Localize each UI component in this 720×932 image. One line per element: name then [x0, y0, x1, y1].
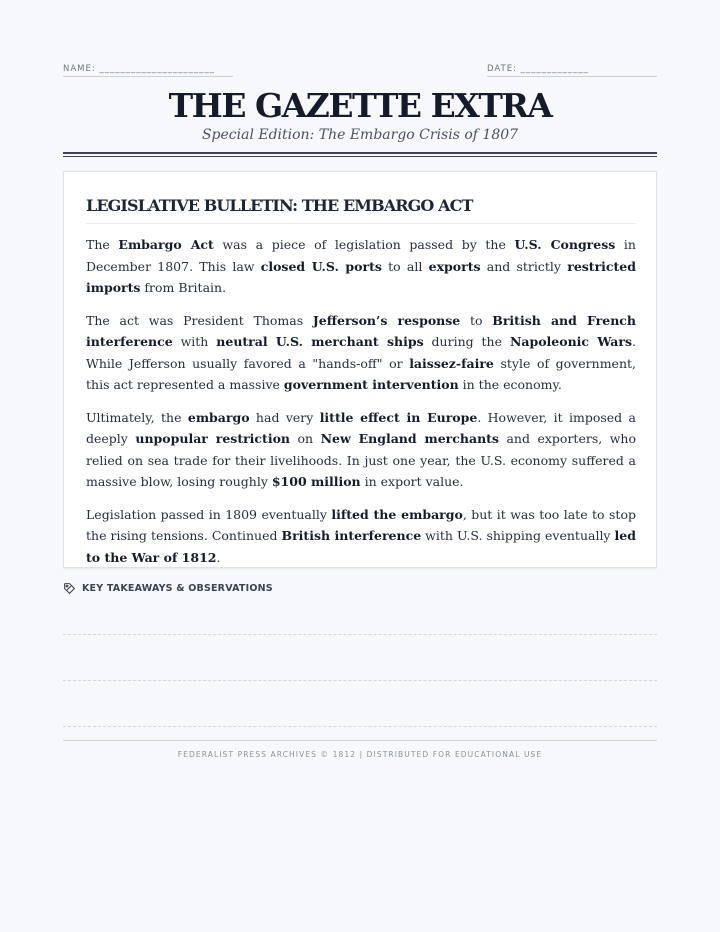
text-run: Legislation passed in 1809 eventually — [86, 506, 332, 522]
text-run: from Britain. — [140, 280, 227, 295]
key-term: Embargo Act — [118, 237, 214, 252]
name-field[interactable]: NAME: ______________________ — [63, 64, 233, 77]
text-run: on — [290, 431, 321, 446]
text-run: style of government, this act represented a massive — [86, 355, 636, 392]
text-run: in export value. — [360, 474, 464, 489]
key-term: lifted the embargo — [331, 506, 463, 522]
text-run: The act was President Thomas — [86, 312, 313, 328]
takeaways-heading-row — [63, 582, 657, 595]
bulletin-heading: LEGISLATIVE BULLETIN: THE EMBARGO ACT — [86, 196, 636, 224]
key-term: New England merchants — [320, 431, 499, 446]
masthead-rule-thick — [63, 152, 657, 154]
text-run: Ultimately, the — [86, 409, 188, 425]
key-term: unpopular restriction — [135, 431, 290, 446]
date-field[interactable]: DATE: _____________ — [487, 64, 657, 77]
masthead-rule-thin — [63, 156, 657, 157]
key-term: little effect in Europe — [319, 409, 478, 425]
tag-icon — [63, 582, 76, 595]
answer-line-1[interactable] — [63, 634, 657, 635]
key-term: British and French interference — [86, 312, 636, 349]
header-fields — [63, 64, 657, 78]
page-subtitle: Special Edition: The Embargo Crisis of 1807 — [201, 127, 519, 143]
key-term: laissez-faire — [409, 355, 494, 371]
text-run: and exporters, who relied on sea trade for their livelihoods. In just one year, the U.S. economy suffered a massive blow, losing roughly — [86, 431, 636, 489]
text-run: . However, it imposed a deeply — [86, 409, 637, 446]
footer: FEDERALIST PRESS ARCHIVES © 1812 | DISTRIBUTED FOR EDUCATIONAL USE — [63, 740, 657, 759]
key-term: exports — [428, 258, 481, 274]
key-term: closed U.S. ports — [260, 258, 382, 274]
text-run: . — [216, 549, 221, 565]
bulletin-paragraph — [86, 504, 636, 569]
text-run: during the — [423, 334, 510, 349]
bulletin-paragraph — [86, 310, 636, 396]
key-term: Jefferson’s response — [312, 312, 461, 328]
takeaways-heading: KEY TAKEAWAYS & OBSERVATIONS — [82, 583, 273, 594]
key-term: British interference — [281, 528, 422, 543]
text-run: with — [172, 334, 217, 349]
text-run: and strictly — [480, 258, 568, 274]
key-term: Napoleonic Wars — [509, 334, 632, 349]
text-run: was a piece of legislation passed by the — [213, 237, 515, 252]
key-term: U.S. Congress — [514, 237, 616, 252]
masthead — [63, 86, 657, 143]
key-term: embargo — [187, 409, 250, 425]
bulletin-card — [63, 171, 657, 568]
key-term: $100 million — [271, 474, 361, 489]
text-run: to all — [381, 258, 429, 274]
key-term: neutral U.S. merchant ships — [216, 334, 424, 349]
answer-line-2[interactable] — [63, 680, 657, 681]
key-term: led to the War of 1812 — [86, 528, 636, 565]
page-title: THE GAZETTE EXTRA — [168, 86, 552, 125]
bulletin-paragraph — [86, 234, 636, 299]
key-term: restricted imports — [86, 258, 636, 295]
answer-line-3[interactable] — [63, 726, 657, 727]
text-run: had very — [249, 409, 320, 425]
text-run: . While Jefferson usually favored a "hands-off" or — [86, 334, 636, 371]
text-run: in December 1807. This law — [86, 237, 636, 274]
bulletin-body — [86, 234, 636, 579]
text-run: , but it was too late to stop the rising tensions. Continued — [86, 506, 636, 543]
text-run: The — [86, 237, 119, 252]
takeaways-section — [63, 582, 657, 595]
text-run: in the economy. — [458, 377, 562, 392]
text-run: to — [460, 312, 493, 328]
key-term: government intervention — [283, 377, 459, 392]
bulletin-paragraph — [86, 407, 636, 493]
text-run: with U.S. shipping eventually — [421, 528, 615, 543]
